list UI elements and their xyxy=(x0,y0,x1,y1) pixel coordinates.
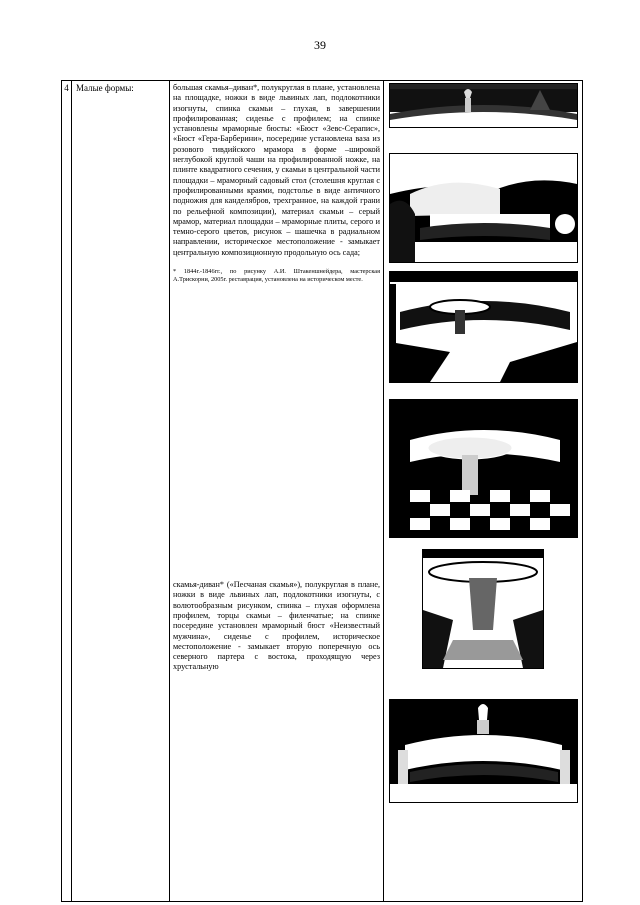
item-description-sand-bench: скамья-диван* («Песчаная скамья»), полукруглая в плане, ножки в виде львиных лап, подлокотники изогнуты, с волютообразным рисунком, спинка – глухая оформлена профилем, торцы скамьи – филенчатые; на спинке посередине установлен мраморный бюст «Неизвестный мужчина», сиденье с профилем, историческое местоположение - замыкает вторую поперечную ось северного партера с востока, проходящую через хрустальную xyxy=(173,580,380,672)
page-number: 39 xyxy=(314,38,326,52)
photo-sand-bench xyxy=(389,699,578,803)
photo-table-closeup xyxy=(422,549,544,669)
photo-table-checkered xyxy=(389,399,578,538)
photo-bench-vase xyxy=(389,83,578,128)
item-description-large-bench: большая скамья–диван*, полукруглая в плане, установлена на площадке, ножки в виде львиных лап, подлокотники изогнуты, спинка скамьи – глухая, в завершении профилированная; сиденье с профилем; на спинке установлены мраморные бюсты: «Бюст «Зевс-Серапис», «Бюст «Гера-Барберини», посередине установлена ваза из розового тивдийского мрамора в форме –широкой неглубокой круглой чаши на профилированной ножке, на плинте квадратного сечения, у скамьи в центральной части площадки – мраморный садовый стол (столешня круглая с профилированными краями, подстолье в виде античного подножия для канделябров, трехгранное, на каждой грани по рельефной композиции), материал скамьи – серый мрамор, материал площадки – мраморные плиты, серого и темно-серого цветов, рисунок – шашечка в радиальном направлении, историческое местоположение - замыкает центральную композиционную продольную ось сада; xyxy=(173,83,380,257)
footnote: * 1844г.-1846гг., по рисунку А.И. Штакеншнейдера, мастерская А.Трискорни, 2005г. реставрация, установлена на историческом месте. xyxy=(173,268,380,284)
object-type: Малые формы: xyxy=(72,81,170,902)
document-table xyxy=(61,80,583,902)
photo-table-bench xyxy=(389,271,578,383)
row-number: 4 xyxy=(62,81,72,902)
description-cell xyxy=(170,81,384,902)
table-row xyxy=(62,81,583,902)
photos-cell xyxy=(384,81,583,902)
photo-garden-view xyxy=(389,153,578,263)
